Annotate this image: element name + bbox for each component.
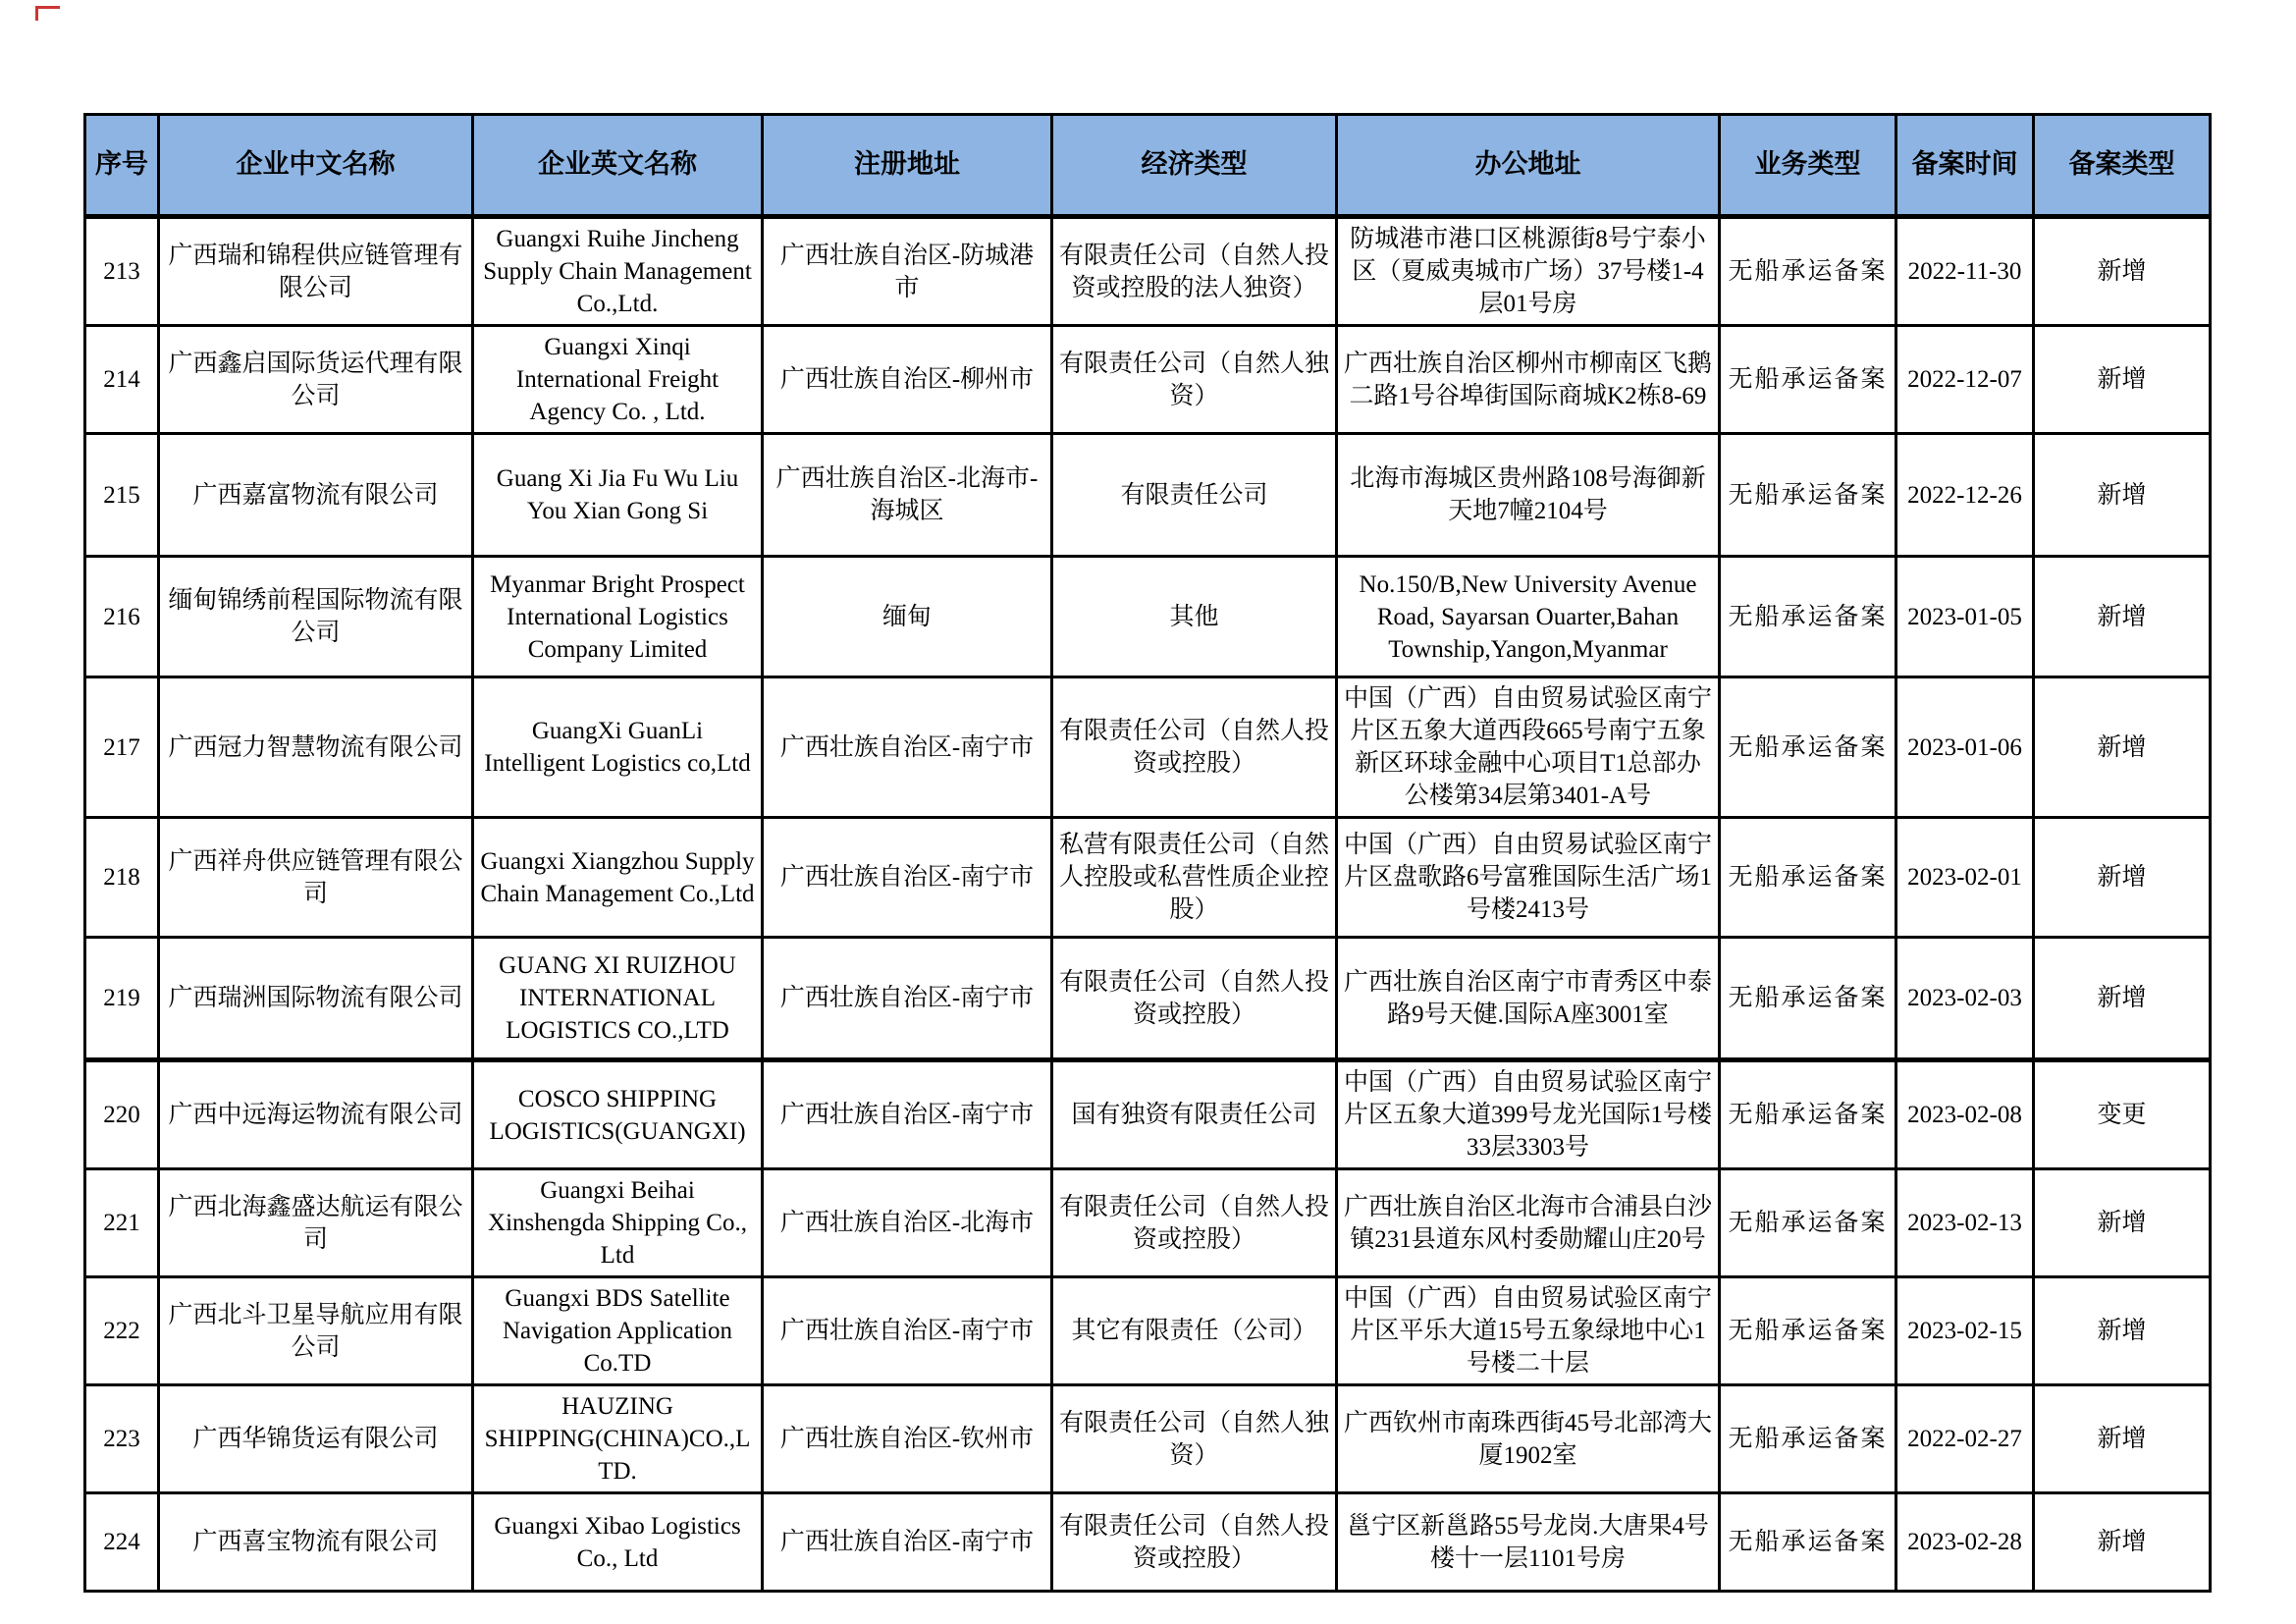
cell-office-address: 广西壮族自治区柳州市柳南区飞鹅二路1号谷埠街国际商城K2栋8-69 <box>1337 326 1720 434</box>
column-header-office-address: 办公地址 <box>1337 115 1720 217</box>
cell-record-date: 2023-02-03 <box>1896 938 2034 1060</box>
cell-reg-address: 广西壮族自治区-南宁市 <box>763 1277 1052 1385</box>
cell-name-en: GUANG XI RUIZHOU INTERNATIONAL LOGISTICS CO.,LTD <box>473 938 763 1060</box>
cell-econ-type: 其他 <box>1052 557 1337 677</box>
cell-record-type: 新增 <box>2034 1385 2211 1493</box>
cell-econ-type: 有限责任公司（自然人投资或控股的法人独资） <box>1052 217 1337 326</box>
cell-name-en: Guangxi BDS Satellite Navigation Application Co.TD <box>473 1277 763 1385</box>
cell-name-en: Myanmar Bright Prospect International Logistics Company Limited <box>473 557 763 677</box>
column-header-reg-address: 注册地址 <box>763 115 1052 217</box>
cell-name-cn: 广西嘉富物流有限公司 <box>159 434 473 557</box>
cell-seq: 223 <box>85 1385 159 1493</box>
cell-biz-type: 无船承运备案 <box>1720 434 1896 557</box>
cell-econ-type: 其它有限责任（公司） <box>1052 1277 1337 1385</box>
cell-office-address: 广西壮族自治区南宁市青秀区中泰路9号天健.国际A座3001室 <box>1337 938 1720 1060</box>
cell-record-type: 新增 <box>2034 557 2211 677</box>
cell-record-date: 2023-01-05 <box>1896 557 2034 677</box>
cell-reg-address: 缅甸 <box>763 557 1052 677</box>
cell-seq: 213 <box>85 217 159 326</box>
cell-seq: 216 <box>85 557 159 677</box>
cell-name-cn: 广西瑞和锦程供应链管理有限公司 <box>159 217 473 326</box>
cell-record-date: 2022-02-27 <box>1896 1385 2034 1493</box>
cell-biz-type: 无船承运备案 <box>1720 217 1896 326</box>
cell-biz-type: 无船承运备案 <box>1720 1060 1896 1169</box>
cell-name-en: GuangXi GuanLi Intelligent Logistics co,Ltd <box>473 677 763 818</box>
cell-office-address: 中国（广西）自由贸易试验区南宁片区五象大道西段665号南宁五象新区环球金融中心项目T1总部办公楼第34层第3401-A号 <box>1337 677 1720 818</box>
cell-record-date: 2022-12-26 <box>1896 434 2034 557</box>
cell-office-address: 中国（广西）自由贸易试验区南宁片区五象大道399号龙光国际1号楼33层3303号 <box>1337 1060 1720 1169</box>
cell-record-date: 2023-02-13 <box>1896 1169 2034 1277</box>
column-header-seq: 序号 <box>85 115 159 217</box>
cell-record-date: 2023-02-01 <box>1896 818 2034 938</box>
table-row <box>85 557 2211 677</box>
cell-reg-address: 广西壮族自治区-南宁市 <box>763 1493 1052 1592</box>
table-row <box>85 1060 2211 1169</box>
cell-record-type: 新增 <box>2034 938 2211 1060</box>
cell-seq: 215 <box>85 434 159 557</box>
cell-office-address: 广西壮族自治区北海市合浦县白沙镇231县道东风村委勋耀山庄20号 <box>1337 1169 1720 1277</box>
cell-econ-type: 有限责任公司（自然人独资） <box>1052 1385 1337 1493</box>
cell-biz-type: 无船承运备案 <box>1720 326 1896 434</box>
cell-econ-type: 有限责任公司（自然人投资或控股） <box>1052 1169 1337 1277</box>
cell-name-en: Guangxi Xibao Logistics Co., Ltd <box>473 1493 763 1592</box>
cell-biz-type: 无船承运备案 <box>1720 1385 1896 1493</box>
table-row <box>85 1493 2211 1592</box>
cell-econ-type: 有限责任公司（自然人投资或控股） <box>1052 1493 1337 1592</box>
cell-record-date: 2022-12-07 <box>1896 326 2034 434</box>
cell-record-type: 新增 <box>2034 326 2211 434</box>
column-header-name-en: 企业英文名称 <box>473 115 763 217</box>
cell-reg-address: 广西壮族自治区-南宁市 <box>763 677 1052 818</box>
cell-name-en: Guangxi Beihai Xinshengda Shipping Co., Ltd <box>473 1169 763 1277</box>
cell-seq: 224 <box>85 1493 159 1592</box>
company-filing-table <box>83 113 2212 1593</box>
cell-name-en: Guang Xi Jia Fu Wu Liu You Xian Gong Si <box>473 434 763 557</box>
cell-office-address: 防城港市港口区桃源街8号宁泰小区（夏威夷城市广场）37号楼1-4层01号房 <box>1337 217 1720 326</box>
cell-econ-type: 私营有限责任公司（自然人控股或私营性质企业控股） <box>1052 818 1337 938</box>
cell-office-address: 中国（广西）自由贸易试验区南宁片区平乐大道15号五象绿地中心1号楼二十层 <box>1337 1277 1720 1385</box>
column-header-econ-type: 经济类型 <box>1052 115 1337 217</box>
cell-record-type: 新增 <box>2034 677 2211 818</box>
cell-name-cn: 广西北斗卫星导航应用有限公司 <box>159 1277 473 1385</box>
column-header-name-cn: 企业中文名称 <box>159 115 473 217</box>
cell-econ-type: 有限责任公司（自然人投资或控股） <box>1052 677 1337 818</box>
cell-reg-address: 广西壮族自治区-北海市-海城区 <box>763 434 1052 557</box>
cell-reg-address: 广西壮族自治区-钦州市 <box>763 1385 1052 1493</box>
cell-record-date: 2023-02-08 <box>1896 1060 2034 1169</box>
cell-office-address: 邕宁区新邕路55号龙岗.大唐果4号楼十一层1101号房 <box>1337 1493 1720 1592</box>
table-row <box>85 818 2211 938</box>
cell-record-type: 新增 <box>2034 434 2211 557</box>
cell-reg-address: 广西壮族自治区-北海市 <box>763 1169 1052 1277</box>
cell-name-en: COSCO SHIPPING LOGISTICS(GUANGXI) <box>473 1060 763 1169</box>
cell-reg-address: 广西壮族自治区-南宁市 <box>763 938 1052 1060</box>
cell-reg-address: 广西壮族自治区-防城港市 <box>763 217 1052 326</box>
cell-seq: 220 <box>85 1060 159 1169</box>
cell-seq: 219 <box>85 938 159 1060</box>
cell-name-cn: 缅甸锦绣前程国际物流有限公司 <box>159 557 473 677</box>
table-row <box>85 434 2211 557</box>
cell-name-en: HAUZING SHIPPING(CHINA)CO.,LTD. <box>473 1385 763 1493</box>
cell-office-address: 北海市海城区贵州路108号海御新天地7幢2104号 <box>1337 434 1720 557</box>
table-row <box>85 1169 2211 1277</box>
cell-biz-type: 无船承运备案 <box>1720 938 1896 1060</box>
cell-name-cn: 广西冠力智慧物流有限公司 <box>159 677 473 818</box>
cell-name-en: Guangxi Xiangzhou Supply Chain Management Co.,Ltd <box>473 818 763 938</box>
cell-name-cn: 广西鑫启国际货运代理有限公司 <box>159 326 473 434</box>
cell-seq: 218 <box>85 818 159 938</box>
table-row <box>85 1277 2211 1385</box>
cell-record-type: 新增 <box>2034 1169 2211 1277</box>
table-row <box>85 217 2211 326</box>
cell-reg-address: 广西壮族自治区-柳州市 <box>763 326 1052 434</box>
cell-name-cn: 广西北海鑫盛达航运有限公司 <box>159 1169 473 1277</box>
cell-office-address: 广西钦州市南珠西街45号北部湾大厦1902室 <box>1337 1385 1720 1493</box>
cell-biz-type: 无船承运备案 <box>1720 1493 1896 1592</box>
cell-biz-type: 无船承运备案 <box>1720 677 1896 818</box>
red-artifact-mark <box>35 6 60 21</box>
table-row <box>85 938 2211 1060</box>
cell-reg-address: 广西壮族自治区-南宁市 <box>763 818 1052 938</box>
cell-record-type: 新增 <box>2034 818 2211 938</box>
cell-seq: 217 <box>85 677 159 818</box>
cell-name-cn: 广西华锦货运有限公司 <box>159 1385 473 1493</box>
cell-name-en: Guangxi Xinqi International Freight Agency Co. , Ltd. <box>473 326 763 434</box>
cell-econ-type: 国有独资有限责任公司 <box>1052 1060 1337 1169</box>
table-header <box>85 115 2211 217</box>
cell-record-type: 新增 <box>2034 217 2211 326</box>
table-row <box>85 326 2211 434</box>
cell-biz-type: 无船承运备案 <box>1720 1169 1896 1277</box>
table-row <box>85 1385 2211 1493</box>
cell-record-date: 2023-01-06 <box>1896 677 2034 818</box>
cell-record-date: 2022-11-30 <box>1896 217 2034 326</box>
cell-office-address: 中国（广西）自由贸易试验区南宁片区盘歌路6号富雅国际生活广场1号楼2413号 <box>1337 818 1720 938</box>
cell-reg-address: 广西壮族自治区-南宁市 <box>763 1060 1052 1169</box>
cell-econ-type: 有限责任公司（自然人独资） <box>1052 326 1337 434</box>
cell-record-type: 新增 <box>2034 1277 2211 1385</box>
table-row <box>85 677 2211 818</box>
cell-record-type: 变更 <box>2034 1060 2211 1169</box>
cell-seq: 222 <box>85 1277 159 1385</box>
cell-name-en: Guangxi Ruihe Jincheng Supply Chain Management Co.,Ltd. <box>473 217 763 326</box>
cell-seq: 221 <box>85 1169 159 1277</box>
table-body <box>85 217 2211 1592</box>
cell-name-cn: 广西中远海运物流有限公司 <box>159 1060 473 1169</box>
column-header-record-date: 备案时间 <box>1896 115 2034 217</box>
cell-record-date: 2023-02-28 <box>1896 1493 2034 1592</box>
column-header-biz-type: 业务类型 <box>1720 115 1896 217</box>
cell-name-cn: 广西瑞洲国际物流有限公司 <box>159 938 473 1060</box>
cell-record-date: 2023-02-15 <box>1896 1277 2034 1385</box>
cell-econ-type: 有限责任公司 <box>1052 434 1337 557</box>
cell-seq: 214 <box>85 326 159 434</box>
cell-econ-type: 有限责任公司（自然人投资或控股） <box>1052 938 1337 1060</box>
cell-biz-type: 无船承运备案 <box>1720 818 1896 938</box>
cell-biz-type: 无船承运备案 <box>1720 1277 1896 1385</box>
cell-office-address: No.150/B,New University Avenue Road, Sayarsan Ouarter,Bahan Township,Yangon,Myanmar <box>1337 557 1720 677</box>
cell-name-cn: 广西喜宝物流有限公司 <box>159 1493 473 1592</box>
header-row <box>85 115 2211 217</box>
cell-biz-type: 无船承运备案 <box>1720 557 1896 677</box>
column-header-record-type: 备案类型 <box>2034 115 2211 217</box>
cell-record-type: 新增 <box>2034 1493 2211 1592</box>
cell-name-cn: 广西祥舟供应链管理有限公司 <box>159 818 473 938</box>
